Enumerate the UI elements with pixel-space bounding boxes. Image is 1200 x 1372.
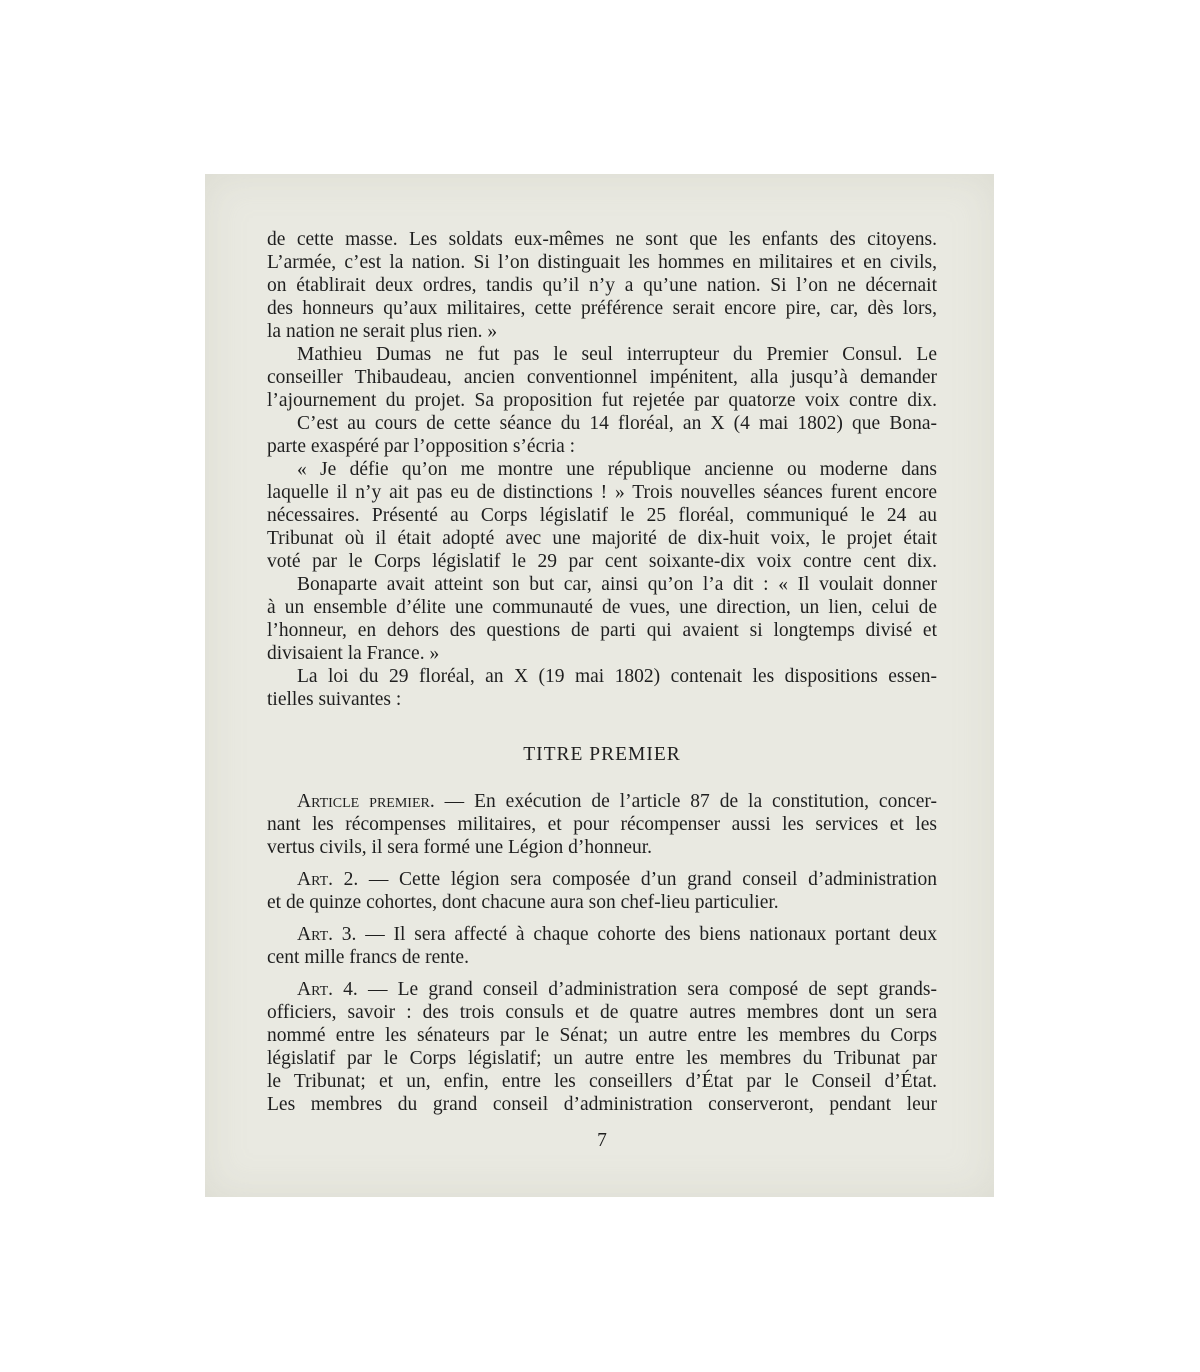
paragraph (267, 343, 937, 412)
text-line: nant les récompenses militaires, et pour récompenser aussi les services et les (267, 814, 937, 835)
text-line: Mathieu Dumas ne fut pas le seul interrupteur du Premier Consul. Le (297, 344, 937, 365)
article-label: Art. 4. (297, 979, 358, 1000)
paragraph (267, 458, 937, 573)
article-label: Art. 3. (297, 924, 357, 945)
text-line (267, 923, 937, 946)
text-line (267, 868, 937, 891)
text-line: la nation ne serait plus rien. » (267, 321, 498, 342)
text-line: parte exaspéré par l’opposition s’écria : (267, 436, 576, 457)
article (267, 868, 937, 914)
article-label: Art. 2. (297, 869, 359, 890)
paragraph (267, 665, 937, 711)
text-line: La loi du 29 floréal, an X (19 mai 1802) contenait les dispositions essen- (297, 666, 937, 687)
section-heading: TITRE PREMIER (523, 744, 681, 765)
article (267, 790, 937, 859)
text-line: cent mille francs de rente. (267, 947, 469, 968)
text-line: divisaient la France. » (267, 643, 440, 664)
text-line (267, 790, 937, 813)
text-line: des honneurs qu’aux militaires, cette préférence serait encore pire, car, dès lors, (267, 298, 937, 319)
text-line: « Je défie qu’on me montre une république ancienne ou moderne dans (297, 459, 937, 480)
paragraph (267, 412, 937, 458)
text-line: vertus civils, il sera formé une Légion d’honneur. (267, 837, 653, 858)
text-line: L’armée, c’est la nation. Si l’on distinguait les hommes en militaires et en civils, (267, 252, 937, 273)
text-line: on établirait deux ordres, tandis qu’il n’y a qu’une nation. Si l’on ne décernait (267, 275, 937, 296)
paragraph (267, 573, 937, 665)
body-text (267, 228, 937, 711)
text-line: à un ensemble d’élite une communauté de vues, une direction, un lien, celui de (267, 597, 937, 618)
text-line: législatif par le Corps législatif; un autre entre les membres du Tribunat par (267, 1048, 937, 1069)
text-line: laquelle il n’y ait pas eu de distinctions ! » Trois nouvelles séances furent encore (267, 482, 937, 503)
text-line: Les membres du grand conseil d’administration conserveront, pendant leur (267, 1094, 937, 1115)
page-number: 7 (597, 1130, 607, 1151)
paragraph (267, 228, 937, 343)
text-line: l’ajournement du projet. Sa proposition fut rejetée par quatorze voix contre dix. (267, 390, 937, 411)
article (267, 978, 937, 1116)
article-text: — En exécution de l’article 87 de la constitution, concer- (434, 791, 937, 812)
text-line: et de quinze cohortes, dont chacune aura son chef-lieu particulier. (267, 892, 779, 913)
text-line: tielles suivantes : (267, 689, 402, 710)
article (267, 923, 937, 969)
text-line: voté par le Corps législatif le 29 par cent soixante-dix voix contre cent dix. (267, 551, 937, 572)
article-text: — Cette légion sera composée d’un grand conseil d’administration (358, 869, 937, 890)
articles-list (267, 790, 937, 1125)
text-line: l’honneur, en dehors des questions de parti qui avaient si longtemps divisé et (267, 620, 937, 641)
text-line: Bonaparte avait atteint son but car, ainsi qu’on l’a dit : « Il voulait donner (297, 574, 937, 595)
text-line: conseiller Thibaudeau, ancien conventionnel impénitent, alla jusqu’à demander (267, 367, 937, 388)
text-line: de cette masse. Les soldats eux-mêmes ne sont que les enfants des citoyens. (267, 229, 937, 250)
article-text: — Il sera affecté à chaque cohorte des biens nationaux portant deux (356, 924, 937, 945)
text-line: C’est au cours de cette séance du 14 floréal, an X (4 mai 1802) que Bona- (297, 413, 937, 434)
text-line (267, 978, 937, 1001)
text-line: Tribunat où il était adopté avec une majorité de dix-huit voix, le projet était (267, 528, 937, 549)
article-label: Article premier. (297, 791, 435, 812)
text-line: nommé entre les sénateurs par le Sénat; un autre entre les membres du Corps (267, 1025, 937, 1046)
text-line: nécessaires. Présenté au Corps législatif le 25 floréal, communiqué le 24 au (267, 505, 937, 526)
text-line: officiers, savoir : des trois consuls et de quatre autres membres dont un sera (267, 1002, 937, 1023)
article-text: — Le grand conseil d’administration sera composé de sept grands- (357, 979, 937, 1000)
text-line: le Tribunat; et un, enfin, entre les conseillers d’État par le Conseil d’État. (267, 1071, 937, 1092)
